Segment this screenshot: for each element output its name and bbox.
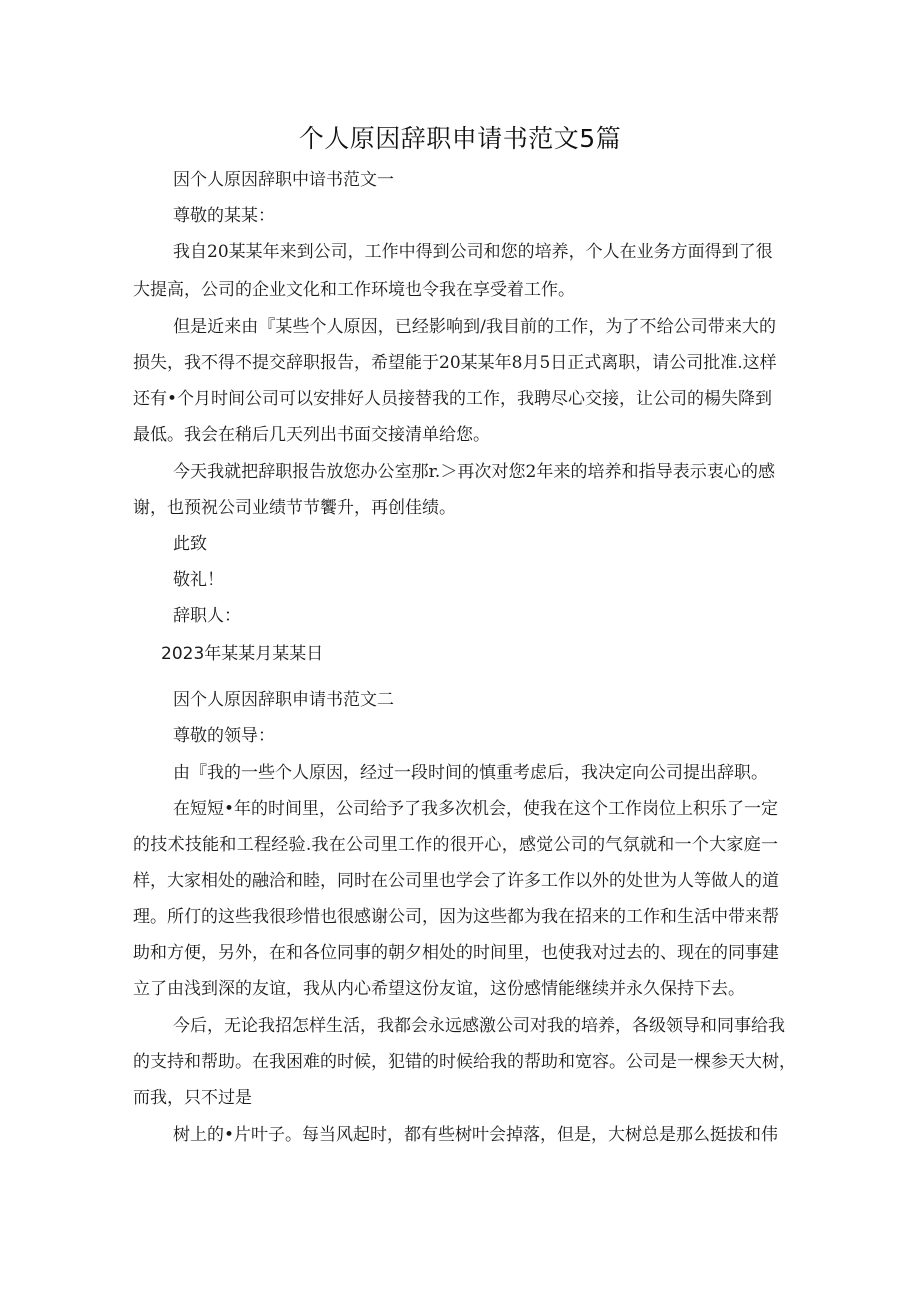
letter1-signer: 辞职人： [173,606,241,626]
letter1-p3-line1: 今天我就把辞职报告放您办公室那r.＞再次对您2年来的培养和指导表示衷心的感 [173,462,775,482]
letter1-closing-ci-zhi: 此致 [173,534,207,554]
letter1-p2-line4: 最低。我会在稍后几天列出书面交接清单给您。 [133,425,490,445]
letter2-p3-line3: 而我，只不过是 [133,1088,252,1108]
letter2-p4-line1: 树上的•片叶子。每当风起时，都有些树叶会掉落，但是，大树总是那么挺拔和伟 [173,1125,779,1145]
letter1-heading: 因个人原因辞职中谙书范文一 [173,170,394,190]
letter1-closing-jing-li: 敬礼！ [173,570,224,590]
letter1-date: 2023年某某月某某日 [161,644,324,664]
letter2-p1: 由『我的一些个人原因，经过一段时间的慎重考虑后，我决定向公司提出辞职。 [173,763,768,783]
letter2-p2-line2: 的技术技能和工程经验.我在公司里工作的很开心，感觉公司的气氛就和一个大家庭一 [133,835,778,855]
letter1-p2-line2: 损失，我不得不提交辞职报告，希望能于20某某年8月5日正式离职，请公司批准.这样 [133,353,777,373]
letter2-salutation: 尊敬的领导： [173,726,275,746]
letter2-p3-line1: 今后，无论我招怎样生活，我都会永远感激公司对我的培养，各级领导和同事给我 [173,1016,785,1036]
letter2-p2-line1: 在短短•年的时间里，公司给予了我多次机会，使我在这个工作岗位上积乐了一定 [173,799,779,819]
letter1-p1-line2: 大提高，公司的企业文化和工作环境也令我在享受着工作。 [133,280,575,300]
letter1-salutation: 尊敬的某某： [173,206,275,226]
letter2-p2-line6: 立了由浅到深的友谊，我从内心希望这份友谊，这份感情能继续并永久保持下去。 [133,979,745,999]
letter1-p1-line1: 我自20某某年来到公司，工作中得到公司和您的培养，个人在业务方面得到了很 [173,242,773,262]
letter1-p3-line2: 谢，也预祝公司业绩节节饗升，再创佳绩。 [133,498,456,518]
letter2-p2-line5: 助和方便，另外，在和各位同事的朝夕相处的时间里，也使我对过去的、现在的同事建 [133,943,779,963]
letter2-p2-line4: 理。所仃的这些我很珍惜也很感谢公司，因为这些都为我在招来的工作和生活中带来帮 [133,907,779,927]
letter1-p2-line3: 还有•个月时间公司可以安排好人员接替我的工作，我聘尽心交接，让公司的楊失降到 [133,389,773,409]
document-title: 个人原因辞职申请书范文5篇 [298,124,622,153]
letter2-p2-line3: 样，大家相处的融洽和睦，同时在公司里也学会了许多工作以外的处世为人等做人的道 [133,871,779,891]
letter2-heading: 因个人原因辞职申请书范文二 [173,690,394,710]
letter1-p2-line1: 但是近来由『某些个人原因，已经影响到/我目前的工作，为了不给公司带来大的 [173,317,776,337]
letter2-p3-line2: 的支持和帮助。在我困难的时候，犯错的时候给我的帮助和宽容。公司是一棵参天大树， [133,1052,796,1072]
